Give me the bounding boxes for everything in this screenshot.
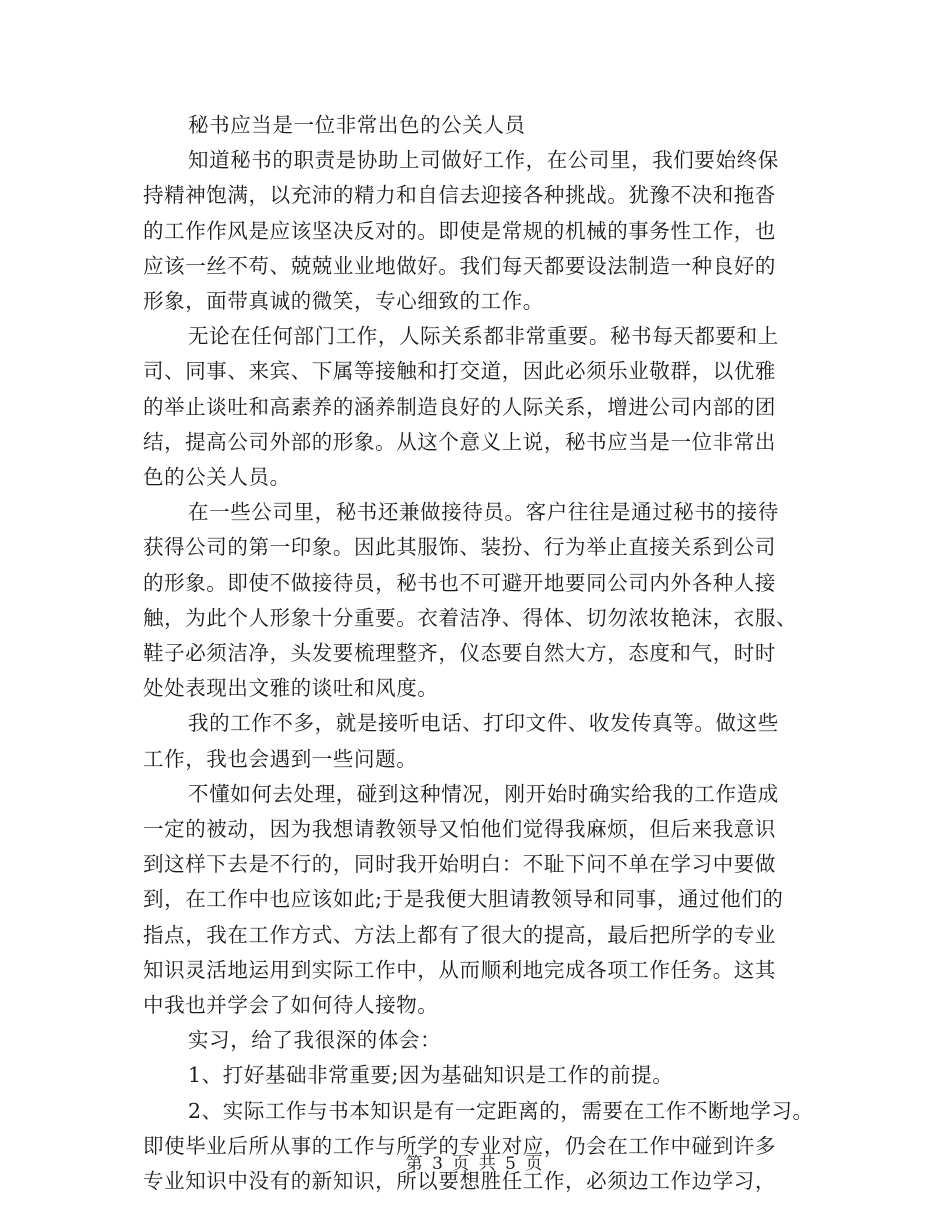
text-line: 获得公司的第一印象。因此其服饰、装扮、行为举止直接关系到公司 xyxy=(143,535,776,560)
text-line: 指点，我在工作方式、方法上都有了很大的提高，最后把所学的专业 xyxy=(143,922,776,947)
text-line: 到这样下去是不行的，同时我开始明白：不耻下问不单在学习中要做 xyxy=(143,852,776,877)
text-line: 无论在任何部门工作，人际关系都非常重要。秘书每天都要和上 xyxy=(188,324,779,349)
text-line: 在一些公司里，秘书还兼做接待员。客户往往是通过秘书的接待 xyxy=(188,500,779,525)
text-line: 的形象。即使不做接待员，秘书也不可避开地要同公司内外各种人接 xyxy=(143,570,776,595)
text-line: 到，在工作中也应该如此;于是我便大胆请教领导和同事，通过他们的 xyxy=(143,887,784,912)
text-line: 触，为此个人形象十分重要。衣着洁净、得体、切勿浓妆艳沫，衣服、 xyxy=(143,605,798,630)
text-line: 知识灵活地运用到实际工作中，从而顺利地完成各项工作任务。这其 xyxy=(143,957,776,982)
text-line: 的举止谈吐和高素养的涵养制造良好的人际关系，增进公司内部的团 xyxy=(143,394,776,419)
text-line: 的工作作风是应该坚决反对的。即使是常规的机械的事务性工作，也 xyxy=(143,218,776,243)
text-line: 持精神饱满，以充沛的精力和自信去迎接各种挑战。犹豫不决和拖沓 xyxy=(143,183,776,208)
text-line: 专业知识中没有的新知识，所以要想胜任工作，必须边工作边学习， xyxy=(143,1169,776,1193)
text-line: 工作，我也会遇到一些问题。 xyxy=(143,746,418,771)
text-line: 2、实际工作与书本知识是有一定距离的，需要在工作不断地学习。 xyxy=(188,1098,814,1123)
text-line: 我的工作不多，就是接听电话、打印文件、收发传真等。做这些 xyxy=(188,711,779,736)
text-line: 形象，面带真诚的微笑，专心细致的工作。 xyxy=(143,289,544,313)
text-line: 1、打好基础非常重要;因为基础知识是工作的前提。 xyxy=(188,1063,674,1088)
text-line: 中我也并学会了如何待人接物。 xyxy=(143,993,439,1017)
text-line: 结，提高公司外部的形象。从这个意义上说，秘书应当是一位非常出 xyxy=(143,429,776,454)
text-line: 一定的被动，因为我想请教领导又怕他们觉得我麻烦，但后来我意识 xyxy=(143,817,776,841)
text-line: 鞋子必须洁净，头发要梳理整齐，仪态要自然大方，态度和气，时时 xyxy=(143,641,776,665)
text-line: 应该一丝不苟、兢兢业业地做好。我们每天都要设法制造一种良好的 xyxy=(143,253,776,278)
text-line: 色的公关人员。 xyxy=(143,465,291,489)
text-line: 知道秘书的职责是协助上司做好工作，在公司里，我们要始终保 xyxy=(188,148,779,173)
document-heading-line: 秘书应当是一位非常出色的公关人员 xyxy=(188,113,526,137)
text-line: 处处表现出文雅的谈吐和风度。 xyxy=(143,676,439,701)
text-line: 不懂如何去处理，碰到这种情况，刚开始时确实给我的工作造成 xyxy=(188,781,779,806)
page-number-footer: 第 3 页 共 5 页 xyxy=(405,1154,545,1174)
text-line: 实习，给了我很深的体会： xyxy=(188,1028,442,1053)
text-line: 即使毕业后所从事的工作与所学的专业对应，仍会在工作中碰到许多 xyxy=(143,1133,776,1158)
text-line: 司、同事、来宾、下属等接触和打交道，因此必须乐业敬群，以优雅 xyxy=(143,359,776,384)
